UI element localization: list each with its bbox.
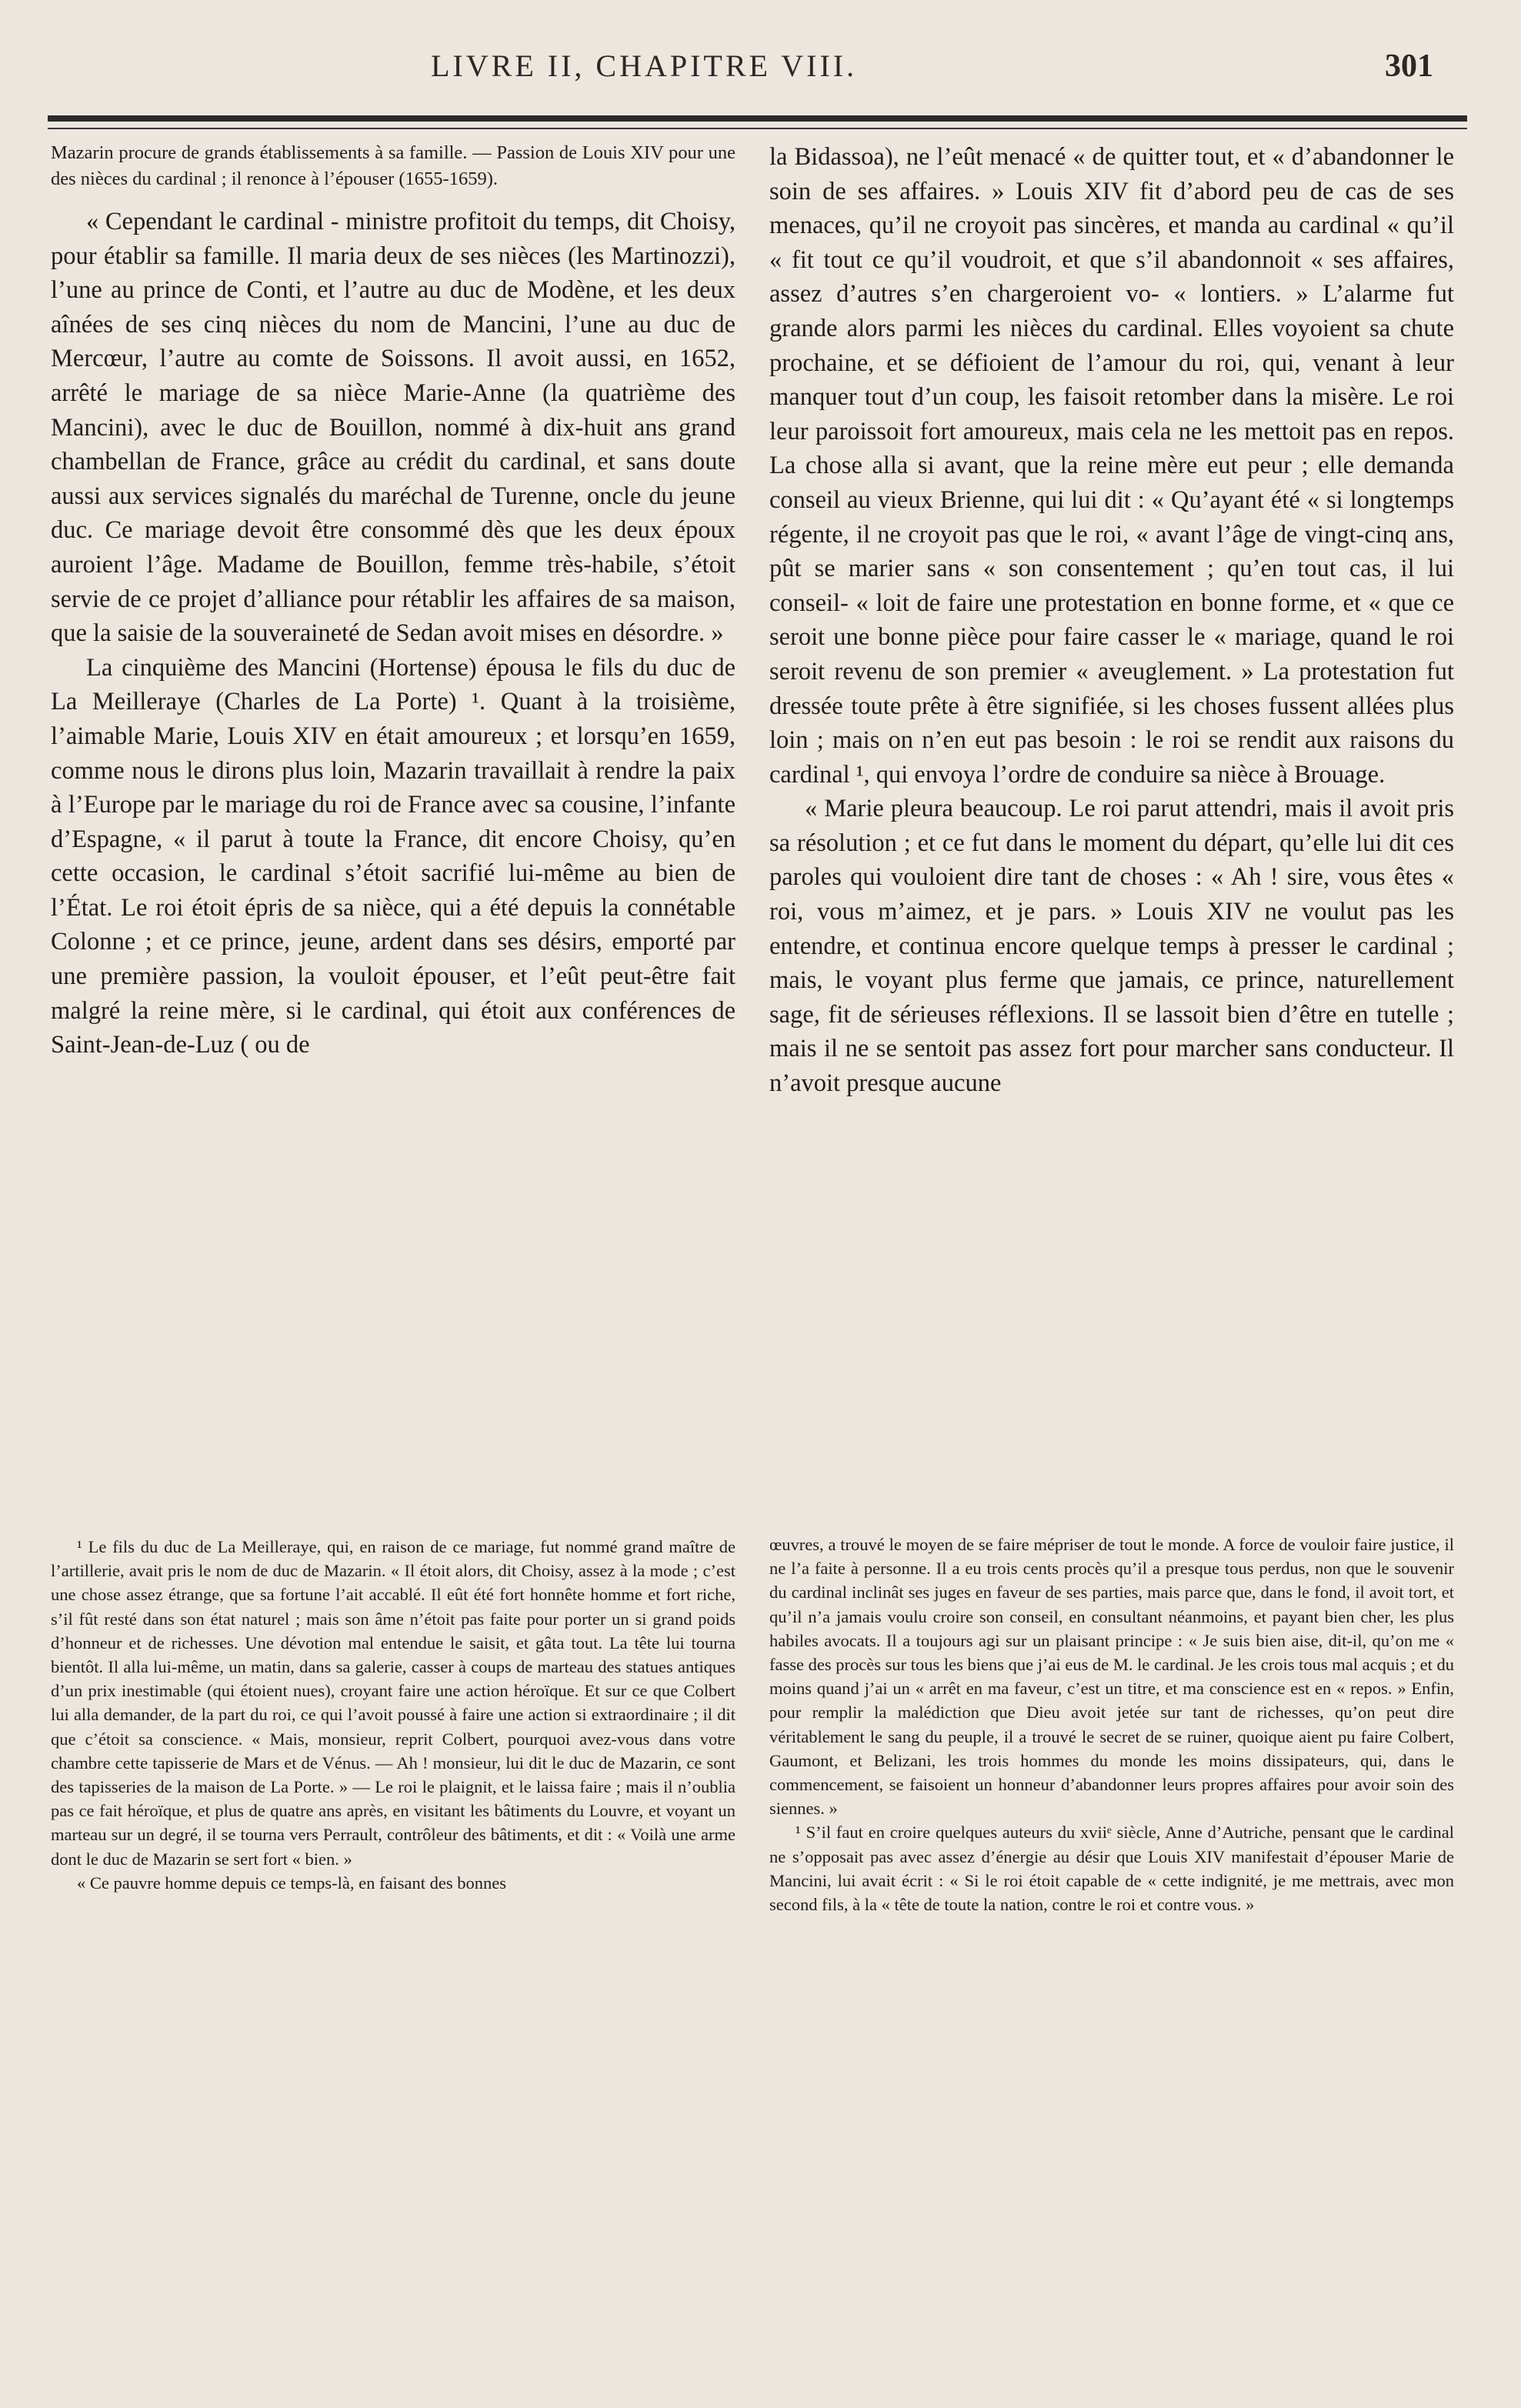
footnote-1-continuation: « Ce pauvre homme depuis ce temps-là, en faisant des bonnes: [77, 1873, 506, 1893]
chapter-summary: Mazarin procure de grands établissements à sa famille. — Passion de Louis XIV pour une des nièces du cardinal ; il renonce à l’épouser (1655-1659).: [51, 142, 735, 189]
right-column: [769, 140, 1454, 1101]
paragraph-choisy-quote: « Cependant le cardinal - ministre profitoit du temps, dit Choisy, pour établir sa famille. Il maria deux de ses nièces (les Martinozzi), l’une au prince de Conti, et l’autre au duc de Modène, et les deux aînées de ses cinq nièces du nom de Mancini, l’une au duc de Mercœur, l’autre au comte de Soissons. Il avoit aussi, en 1652, arrêté le mariage de sa nièce Marie-Anne (la quatrième des Mancini), avec le duc de Bouillon, nommé à dix-huit ans grand chambellan de France, grâce au crédit du cardinal, et sans doute aussi aux services signalés du maréchal de Turenne, oncle du jeune duc. Ce mariage devoit être consommé dès que les deux époux auroient l’âge. Madame de Bouillon, femme très-habile, s’étoit servie de ce projet d’alliance pour rétablir les affaires de sa maison, que la saisie de la souveraineté de Sedan avoit mises en désordre. »: [51, 208, 735, 648]
footnote-1-end: œuvres, a trouvé le moyen de se faire mépriser de tout le monde. A force de vouloir faire justice, il ne l’a faite à personne. Il a eu trois cents procès qu’il a presque tous perdus, non que le souvenir du cardinal inclinât ses juges en faveur de ses parties, mais parce que, dans le fond, il avoit tort, et qu’il n’a jamais voulu croire son conseil, en consultant néanmoins, et payant bien cher, les plus habiles avocats. Il a toujours agi sur un plaisant principe : « Je suis bien aise, dit-il, qu’on me « fasse des procès sur tous les biens que j’ai eus de M. le cardinal. Je les crois tous mal acquis ; et du moins quand j’ai un « arrêt en ma faveur, c’est un titre, et ma conscience est en « repos. » Enfin, pour remplir la malédiction que Dieu avoit jetée sur tant de richesses, qu’on peut dire véritablement le sang du peuple, il a trouvé le secret de se ruiner, quoique aient pu faire Colbert, Gaumont, et Belizani, les trois hommes du monde les moins dissipateurs, qui, dans le commencement, se faisoient un honneur d’abandonner leurs propres affaires pour avoir soin des siennes. »: [769, 1535, 1454, 1819]
footnote-2: ¹ S’il faut en croire quelques auteurs du xviiᵉ siècle, Anne d’Autriche, pensant que le cardinal ne s’opposait pas avec assez d’énergie au désir que Louis XIV manifestait d’épouser Marie de Mancini, lui avait écrit : « Si le roi étoit capable de « cette indignité, je me mettrais, avec mon second fils, à la « tête de toute la nation, contre le roi et contre vous. »: [769, 1823, 1454, 1915]
paragraph-marie-pleura: « Marie pleura beaucoup. Le roi parut attendri, mais il avoit pris sa résolution ; et ce fut dans le moment du départ, qu’elle lui dit ces paroles qui vouloient dire tant de choses : « Ah ! sire, vous êtes « roi, vous m’aimez, et je pars. » Louis XIV ne voulut pas les entendre, et continua encore quelque temps à presser le cardinal ; mais, le voyant plus ferme que jamais, ce prince, naturellement sage, fit de sérieuses réflexions. Il se lassoit bien d’être en tutelle ; mais il ne se sentoit pas assez fort pour marcher sans conducteur. Il n’avoit presque aucune: [769, 795, 1454, 1098]
header-rule-thick: [48, 115, 1467, 122]
running-head: LIVRE II, CHAPITRE VIII.: [431, 48, 858, 83]
paragraph-mancini-nieces: La cinquième des Mancini (Hortense) épousa le fils du duc de La Meilleraye (Charles de La Porte) ¹. Quant à la troisième, l’aimable Marie, Louis XIV en était amoureux ; et lorsqu’en 1659, comme nous le dirons plus loin, Mazarin travaillait à rendre la paix à l’Europe par le mariage du roi de France avec sa cousine, l’infante d’Espagne, « il parut à toute la France, dit encore Choisy, qu’en cette occasion, le cardinal s’étoit sacrifié lui-même au bien de l’État. Le roi étoit épris de sa nièce, qui a été depuis la connétable Colonne ; et ce prince, jeune, ardent dans ses désirs, emporté par une première passion, la vouloit épouser, et l’eût peut-être fait malgré la reine mère, si le cardinal, qui étoit aux conférences de Saint-Jean-de-Luz ( ou de: [51, 653, 735, 1059]
footnotes-right: [769, 1533, 1454, 1916]
header-rule-thin: [48, 128, 1467, 129]
page-number: 301: [1385, 48, 1433, 84]
left-column: [51, 140, 735, 1062]
footnote-1: ¹ Le fils du duc de La Meilleraye, qui, en raison de ce mariage, fut nommé grand maître de l’artillerie, avait pris le nom de duc de Mazarin. « Il étoit alors, dit Choisy, assez à la mode ; c’est une chose assez étrange, que sa fortune l’ait accablé. Il eût été fort honnête homme et fort riche, s’il fût resté dans son état naturel ; mais son âme n’étoit pas faite pour porter un si grand poids d’honneur et de richesses. Une dévotion mal entendue le saisit, et gâta tout. La tête lui tourna bientôt. Il alla lui-même, un matin, dans sa galerie, casser à coups de marteau des statues antiques d’un prix inestimable (qui étoient nues), croyant faire une action héroïque. Et sur ce que Colbert lui alla demander, de la part du roi, ce qui l’avoit poussé à faire une action si extraordinaire ; il dit que c’étoit sa conscience. « Mais, monsieur, reprit Colbert, pourquoi avez-vous dans votre chambre cette tapisserie de Mars et de Vénus. — Ah ! monsieur, lui dit le duc de Mazarin, ce sont des tapisseries de la maison de La Porte. » — Le roi le plaignit, et le laissa faire ; mais il n’oublia pas ce fait héroïque, et plus de quatre ans après, en visitant les bâtiments du Louvre, et voyant un marteau sur un degré, il se tourna vers Perrault, contrôleur des bâtiments, et dit : « Voilà une arme dont le duc de Mazarin se sert fort « bien. »: [51, 1537, 735, 1869]
paragraph-bidassoa: la Bidassoa), ne l’eût menacé « de quitter tout, et « d’abandonner le soin de ses affaires. » Louis XIV fit d’abord peu de cas de ses menaces, qu’il ne croyoit pas sincères, et manda au cardinal « qu’il « fit tout ce qu’il voudroit, et que s’il abandonnoit « ses affaires, assez d’autres s’en chargeroient vo- « lontiers. » L’alarme fut grande alors parmi les nièces du cardinal. Elles voyoient sa chute prochaine, et se défioient de l’amour du roi, qui, venant à leur manquer tout d’un coup, les faisoit retomber dans la misère. Le roi leur paroissoit fort amoureux, mais cela ne les mettoit pas en repos. La chose alla si avant, que la reine mère eut peur ; elle demanda conseil au vieux Brienne, qui lui dit : « Qu’ayant été « si longtemps régente, il ne croyoit pas que le roi, « avant l’âge de vingt-cinq ans, pût se marier sans « son consentement ; qu’en tout cas, il lui conseil- « loit de faire une protestation en bonne forme, et « que ce seroit une bonne pièce pour faire casser le « mariage, quand le roi seroit revenu de son premier « aveuglement. » La protestation fut dressée toute prête à être signifiée, si les choses fussent allées plus loin ; mais on n’en eut pas besoin : le roi se rendit aux raisons du cardinal ¹, qui envoya l’ordre de conduire sa nièce à Brouage.: [769, 143, 1454, 789]
footnotes-left: [51, 1535, 735, 1895]
